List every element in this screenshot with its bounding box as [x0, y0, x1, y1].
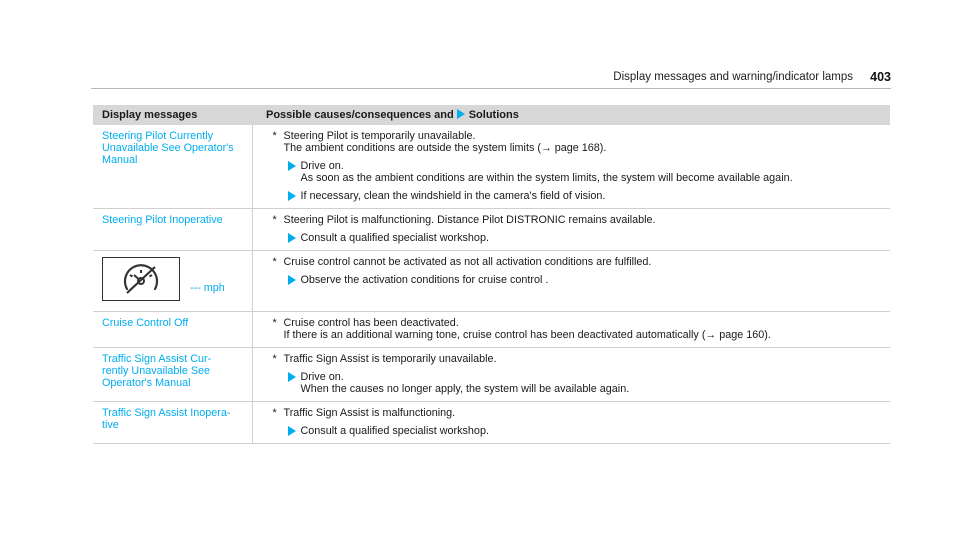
solution-line: Drive on.: [300, 160, 344, 172]
cause-line: * Steering Pilot is malfunctioning. Distance Pilot DISTRONIC remains available.: [283, 214, 656, 226]
cause: [273, 317, 883, 341]
message-line: Operator's Manual: [102, 377, 191, 389]
header-title: Display messages and warning/indicator lamps: [613, 71, 853, 83]
display-message: [93, 402, 252, 444]
table-row: [93, 251, 890, 312]
message-line: Steering Pilot Currently: [102, 130, 214, 142]
table-header-row: [93, 105, 890, 125]
display-message: [93, 348, 252, 402]
solution: [273, 232, 883, 244]
solution-arrow-icon: [288, 191, 296, 201]
message-line: Cruise Control Off: [102, 317, 189, 329]
solution: [273, 274, 883, 286]
causes-solutions: [252, 251, 890, 312]
causes-solutions: [252, 125, 890, 209]
solution: [273, 371, 883, 395]
page-header: [91, 70, 891, 89]
solution-line: Consult a qualified specialist workshop.: [300, 425, 489, 437]
cause-line: * Traffic Sign Assist is malfunctioning.: [283, 407, 456, 419]
message-line: Traffic Sign Assist Cur-: [102, 353, 212, 365]
solution-arrow-icon: [457, 109, 465, 119]
col-header-display-messages: Display messages: [93, 105, 252, 125]
table-row: [93, 348, 890, 402]
solution-line: Drive on.: [300, 371, 344, 383]
display-message: [93, 209, 252, 251]
message-line: rently Unavailable See: [102, 365, 211, 377]
speed-value: --- mph: [190, 282, 225, 294]
solution-arrow-icon: [288, 372, 296, 382]
solution-arrow-icon: [288, 426, 296, 436]
solution-line: Consult a qualified specialist workshop.: [300, 232, 489, 244]
cause-line: * Traffic Sign Assist is temporarily unavailable.: [283, 353, 497, 365]
cause: [273, 407, 883, 419]
cause-line: * Cruise control cannot be activated as not all activation conditions are fulfilled.: [283, 256, 652, 268]
table-row: [93, 209, 890, 251]
cause-line: * Cruise control has been deactivated.: [283, 317, 459, 329]
cause: [273, 130, 883, 154]
display-message: [93, 312, 252, 348]
table-row: [93, 312, 890, 348]
causes-solutions: [252, 312, 890, 348]
table-row: [93, 402, 890, 444]
solution: [273, 190, 883, 202]
display-messages-table: [93, 105, 890, 444]
display-message: [93, 251, 252, 312]
solution: [273, 160, 883, 184]
message-line: Unavailable See Operator's: [102, 142, 234, 154]
solution-arrow-icon: [288, 275, 296, 285]
display-message: [93, 125, 252, 209]
solution-line: As soon as the ambient conditions are within the system limits, the system will become available again.: [300, 172, 793, 184]
cause-line: * Steering Pilot is temporarily unavailable.: [283, 130, 476, 142]
speedometer-icon: [102, 257, 180, 301]
message-line: tive: [102, 419, 119, 431]
cause-line: The ambient conditions are outside the system limits (→ page 168).: [283, 142, 607, 154]
cause-line: If there is an additional warning tone, cruise control has been deactivated automatically (→ page 160).: [283, 329, 771, 341]
page-number: 403: [870, 70, 891, 84]
solution-line: When the causes no longer apply, the system will be available again.: [300, 383, 630, 395]
message-line: Manual: [102, 154, 138, 166]
solution-arrow-icon: [288, 161, 296, 171]
solution-line: If necessary, clean the windshield in the camera's field of vision.: [300, 190, 606, 202]
col-header-prefix: Possible causes/consequences and: [266, 109, 454, 121]
solution-line: Observe the activation conditions for cruise control .: [300, 274, 549, 286]
cause: [273, 353, 883, 365]
col-header-causes-solutions: [252, 105, 890, 125]
table-row: [93, 125, 890, 209]
causes-solutions: [252, 402, 890, 444]
solution-arrow-icon: [288, 233, 296, 243]
solution: [273, 425, 883, 437]
speed-display: [102, 256, 243, 306]
causes-solutions: [252, 209, 890, 251]
causes-solutions: [252, 348, 890, 402]
message-line: Steering Pilot Inoperative: [102, 214, 223, 226]
cause: [273, 256, 883, 268]
cause: [273, 214, 883, 226]
col-header-suffix: Solutions: [468, 109, 519, 121]
message-line: Traffic Sign Assist Inopera-: [102, 407, 231, 419]
